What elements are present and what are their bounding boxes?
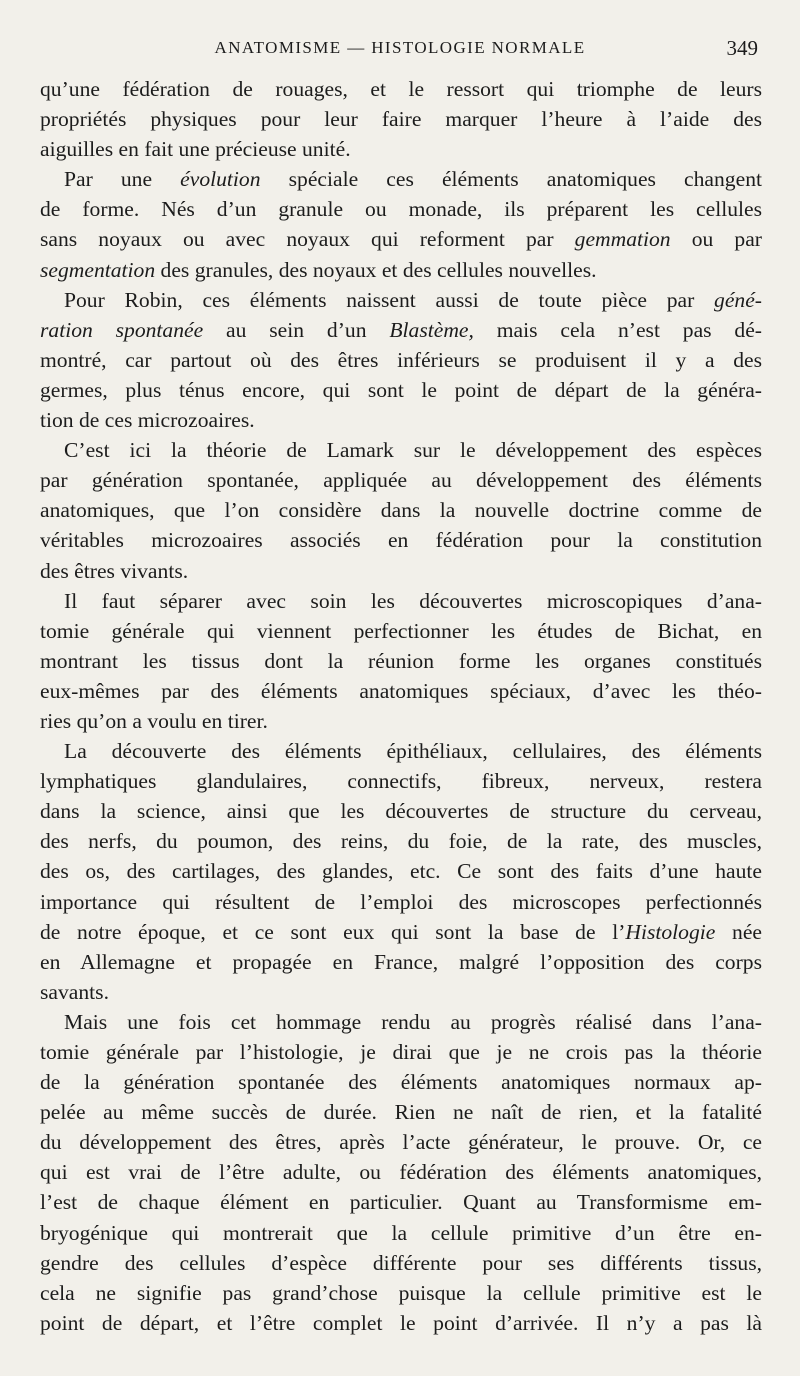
text-line [40, 1248, 762, 1278]
italic-text: segmentation [40, 257, 156, 282]
text-segment: au sein d’un [203, 317, 390, 342]
page-number: 349 [726, 36, 758, 60]
text-segment: C’est ici la théorie de Lamark sur le développement des espèces [64, 438, 762, 463]
text-segment: sans noyaux ou avec noyaux qui reforment par [40, 227, 575, 252]
text-segment: de la génération spontanée des éléments anatomiques normaux ap- [40, 1070, 762, 1095]
text-segment: montré, car partout où des êtres inférieurs se produisent il y a des [40, 347, 762, 372]
text-line [40, 1187, 762, 1217]
text-line [40, 134, 762, 164]
text-segment: des êtres vivants. [40, 558, 189, 583]
text-line [40, 706, 762, 736]
text-line [40, 1037, 762, 1067]
text-segment: point de départ, et l’être complet le point d’arrivée. Il n’y a pas là [40, 1310, 762, 1335]
text-line [40, 796, 762, 826]
text-line [40, 194, 762, 224]
text-segment: des nerfs, du poumon, des reins, du foie, de la rate, des muscles, [40, 829, 762, 854]
text-segment: gendre des cellules d’espèce différente pour ses différents tissus, [40, 1250, 762, 1275]
text-line [40, 977, 762, 1007]
text-segment: ries qu’on a voulu en tirer. [40, 708, 268, 733]
text-segment: spéciale ces éléments anatomiques changent [260, 167, 762, 192]
text-line [40, 345, 762, 375]
text-line [40, 616, 762, 646]
text-segment: Mais une fois cet hommage rendu au progrès réalisé dans l’ana- [64, 1009, 762, 1034]
text-line [40, 74, 762, 104]
text-segment: Par une [64, 167, 181, 192]
text-segment: des os, des cartilages, des glandes, etc. Ce sont des faits d’une haute [40, 859, 762, 884]
text-line [40, 315, 762, 345]
text-segment: importance qui résultent de l’emploi des microscopes perfectionnés [40, 889, 762, 914]
italic-text: Blastème, [389, 317, 474, 342]
text-line [40, 826, 762, 856]
text-segment: née [715, 919, 762, 944]
text-line [40, 224, 762, 254]
text-segment: tion de ces microzoaires. [40, 408, 255, 433]
text-segment: Il faut séparer avec soin les découvertes microscopiques d’ana- [64, 588, 762, 613]
text-segment: aiguilles en fait une précieuse unité. [40, 137, 351, 162]
text-segment: savants. [40, 979, 109, 1004]
text-line [40, 465, 762, 495]
text-line [40, 887, 762, 917]
text-segment: des granules, des noyaux et des cellules nouvelles. [155, 257, 597, 282]
text-line [40, 947, 762, 977]
text-segment: tomie générale par l’histologie, je dirai que je ne crois pas la théorie [40, 1040, 762, 1064]
text-segment: l’est de chaque élément en particulier. Quant au Transformisme em- [40, 1190, 762, 1215]
text-line [40, 255, 762, 285]
text-line [40, 164, 762, 194]
text-segment: ou par [670, 227, 762, 252]
text-line [40, 1218, 762, 1248]
text-line [40, 586, 762, 616]
italic-text: Histologie [625, 919, 716, 944]
text-line [40, 435, 762, 465]
running-title: ANATOMISME — HISTOLOGIE NORMALE [214, 38, 586, 57]
text-segment: anatomiques, que l’on considère dans la nouvelle doctrine comme de [40, 498, 762, 523]
text-segment: propriétés physiques pour leur faire marquer l’heure à l’aide des [40, 107, 762, 132]
text-line [40, 676, 762, 706]
text-line [40, 556, 762, 586]
text-line [40, 525, 762, 555]
text-segment: bryogénique qui montrerait que la cellule primitive d’un être en- [40, 1220, 762, 1245]
text-segment: lymphatiques glandulaires, connectifs, fibreux, nerveux, restera [40, 769, 762, 794]
text-line [40, 856, 762, 886]
text-line [40, 285, 762, 315]
text-line [40, 405, 762, 435]
text-segment: germes, plus ténus encore, qui sont le point de départ de la généra- [40, 377, 762, 402]
text-segment: du développement des êtres, après l’acte générateur, le prouve. Or, ce [40, 1130, 762, 1155]
text-line [40, 1308, 762, 1338]
text-segment: qui est vrai de l’être adulte, ou fédération des éléments anatomiques, [40, 1160, 762, 1185]
text-line [40, 1278, 762, 1308]
text-segment: dans la science, ainsi que les découvertes de structure du cerveau, [40, 799, 762, 824]
body-text [40, 74, 762, 1338]
text-segment: pelée au même succès de durée. Rien ne naît de rien, et la fatalité [40, 1100, 762, 1125]
text-line [40, 1157, 762, 1187]
italic-text: ration spontanée [40, 317, 204, 342]
text-segment: de notre époque, et ce sont eux qui sont la base de l’ [40, 919, 626, 944]
italic-text: évolution [180, 167, 261, 192]
text-segment: Pour Robin, ces éléments naissent aussi de toute pièce par [64, 287, 715, 312]
text-line [40, 917, 762, 947]
text-line [40, 1067, 762, 1097]
text-segment: en Allemagne et propagée en France, malgré l’opposition des corps [40, 949, 762, 974]
text-line [40, 495, 762, 525]
text-line [40, 1097, 762, 1127]
italic-text: gemmation [574, 227, 671, 252]
text-segment: montrant les tissus dont la réunion forme les organes constitués [40, 648, 762, 673]
text-line [40, 1007, 762, 1037]
text-line [40, 375, 762, 405]
text-segment: véritables microzoaires associés en fédération pour la constitution [40, 528, 762, 553]
text-segment: mais cela n’est pas dé- [473, 317, 763, 342]
text-line [40, 104, 762, 134]
text-segment: cela ne signifie pas grand’chose puisque la cellule primitive est le [40, 1280, 762, 1305]
text-line [40, 646, 762, 676]
text-segment: par génération spontanée, appliquée au développement des éléments [40, 468, 762, 493]
text-segment: eux-mêmes par des éléments anatomiques spéciaux, d’avec les théo- [40, 678, 762, 703]
italic-text: géné- [714, 287, 762, 312]
text-segment: qu’une fédération de rouages, et le ressort qui triomphe de leurs [40, 77, 762, 101]
text-line [40, 736, 762, 766]
running-header [40, 34, 760, 62]
text-line [40, 1127, 762, 1157]
text-line [40, 766, 762, 796]
text-segment: tomie générale qui viennent perfectionner les études de Bichat, en [40, 618, 762, 643]
text-segment: de forme. Nés d’un granule ou monade, ils préparent les cellules [40, 197, 762, 222]
text-segment: La découverte des éléments épithéliaux, cellulaires, des éléments [64, 739, 762, 764]
